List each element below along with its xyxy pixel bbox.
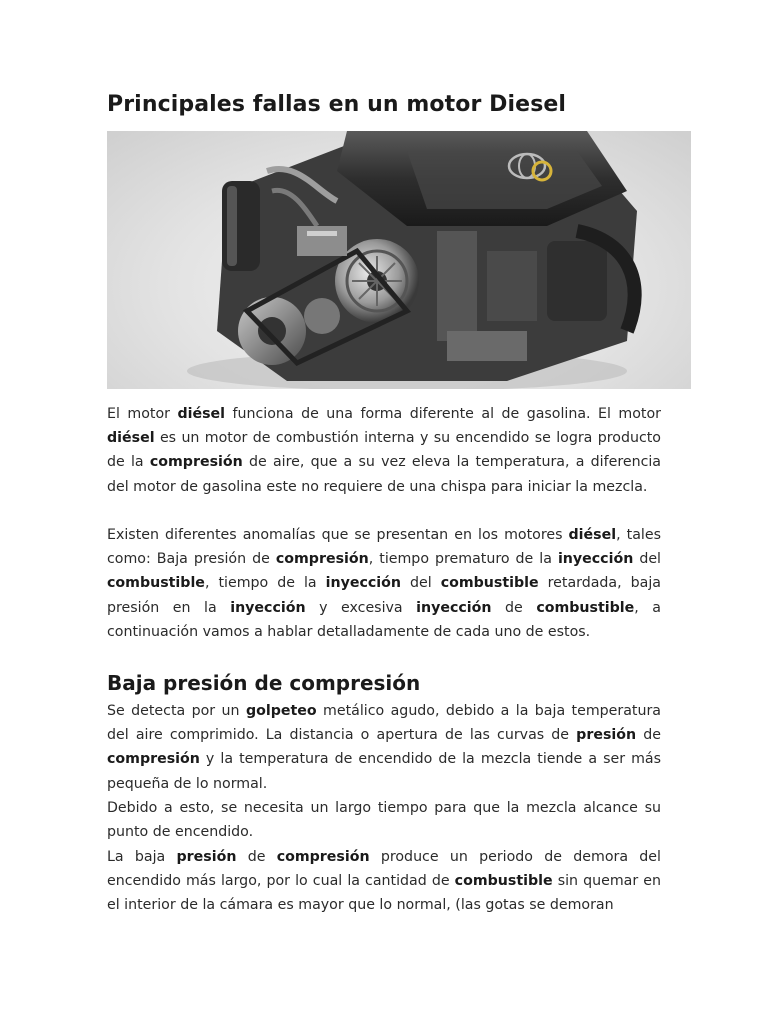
text-run: , tiempo prematuro de la [368,551,558,568]
text-run: y la temperatura de encendido de la mezcla tiende a ser más pequeña de lo normal. [107,751,661,792]
engine-illustration [107,131,691,389]
text-run: retardada, baja presión en la [107,575,661,616]
bold-term: combustible [107,575,205,592]
bold-term: diésel [107,430,155,447]
bold-term: combustible [440,575,539,592]
bold-term: compresión [276,849,370,865]
text-run: metálico agudo, debido a la baja temperatura del aire comprimido. La distancia o apertura de las curvas de [107,703,661,744]
paragraph-demora [107,845,661,918]
bold-term: golpeteo [245,703,317,719]
text-run: del [400,575,441,592]
bold-term: inyección [557,551,634,568]
paragraph-intro [107,402,661,499]
bold-term: combustible [536,599,635,616]
paragraph-anomalies [107,523,661,644]
text-run: produce un periodo de demora del encendido más largo, por lo cual la cantidad de [107,849,661,890]
text-run: sin quemar en el interior de la cámara es mayor que lo normal, (las gotas se demoran [107,873,662,914]
text-run: Se detecta por un [107,703,246,719]
text-run: Debido a esto, se necesita un largo tiempo para que la mezcla alcance su punto de encendido. [107,800,661,841]
engine-photo [107,131,691,389]
text-run: de aire, que a su vez eleva la temperatura, a diferencia del motor de gasolina este no requiere de una chispa para iniciar la mezcla. [107,454,662,495]
bold-term: diésel [568,527,617,543]
text-run: funciona de una forma diferente al de gasolina. El motor [225,406,661,422]
bold-term: combustible [454,873,553,890]
bold-term: inyección [416,599,492,616]
text-run: , tales como: Baja presión de [107,527,661,568]
bold-term: diésel [177,406,226,422]
text-run: de [636,727,661,744]
bold-term: compresión [149,454,243,471]
paragraph-golpeteo [107,699,661,796]
text-run: , a continuación vamos a hablar detalladamente de cada uno de estos. [107,599,661,640]
text-run: El motor [107,406,178,422]
section-subtitle: Baja presión de compresión [107,671,421,695]
bold-term: presión [576,727,637,744]
bold-term: inyección [230,599,306,616]
paragraph-encendido [107,796,661,844]
document-title: Principales fallas en un motor Diesel [107,92,567,117]
text-run: del [633,551,661,568]
text-run: La baja [107,849,177,865]
bold-term: presión [176,849,237,865]
text-run: y excesiva [305,599,417,616]
bold-term: compresión [275,551,369,568]
text-run: de [236,849,277,865]
text-run: de [491,599,537,616]
bold-term: compresión [107,751,200,768]
bold-term: inyección [325,575,401,592]
text-run: Existen diferentes anomalías que se presentan en los motores [107,527,569,543]
text-run: , tiempo de la [204,575,326,592]
text-run: es un motor de combustión interna y su encendido se logra producto de la [107,430,661,471]
